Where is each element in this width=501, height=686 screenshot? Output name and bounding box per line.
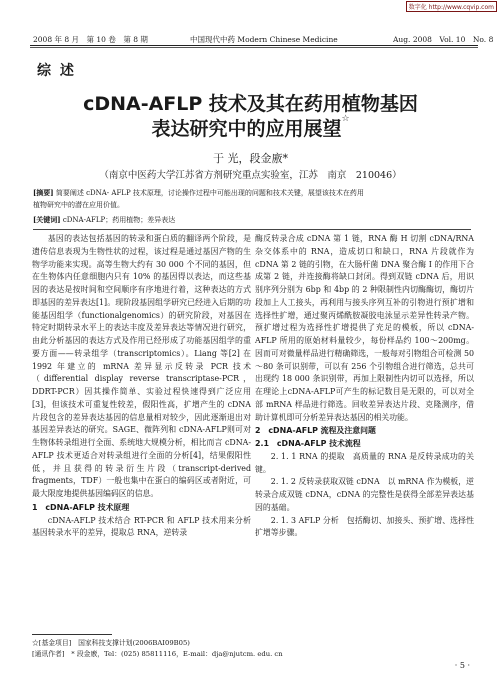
abstract-label: [摘要] [33, 188, 54, 197]
para-rna-extraction: 2. 1. 1 RNA 的提取 高质量的 RNA 是反转录成功的关键。 [255, 451, 474, 474]
article-title-line1: cDNA-AFLP 技术及其在药用植物基因 [83, 93, 418, 115]
authors: 于 光，段金廒* [213, 152, 288, 165]
section-tag: 综 述 [37, 63, 76, 79]
abstract-rule [33, 229, 471, 230]
keywords-text: cDNA-AFLP；药用植物；差异表达 [62, 216, 176, 224]
principle-continued: 酶反转录合成 cDNA 第 1 链，RNA 酶 H 切割 cDNA/RNA 杂交体系中的 RNA，造成切口和缺口，RNA 片段就作为 cDNA 第 2 链的引物，在大肠杆菌 DNA 聚合酶 I 的作用下合成第 2 链，并连接酶将缺口封闭。得到双链 cDNA 后，用识别序列分别为 6bp 和 4bp 的 2 种限制性内切酶酶切，酶切片段加上人工接头，再利用与接头序列互补的引物进行预扩增和选择性扩增，通过聚丙烯酰胺凝胶电泳显示差异性转录产物。预扩增过程为选择性扩增提供了充足的模板，所以 cDNA-AFLP 所用的原始材料量较少，每份样品约 100～200mg。因而可对微量样品进行精确筛选，一般每对引物组合可检测 50～80 条可识别带，可以有 256 个引物组合进行筛选，总共可出现约 18 000 条识别带，再加上限制性内切可以选择，所以在理论上cDNA-AFLP可产生的标记数目是无限的，可以对全部 mRNA 样品进行筛选。回收差异表达片段、克隆测序，借助计算机即可分析差异表达基因的相关功能。 [255, 234, 474, 422]
footnote-rule [32, 634, 112, 635]
header-journal: 中国现代中药 Modern Chinese Medicine [190, 35, 338, 44]
footnote-fund: ☆[基金项目] 国家科技支撑计划(2006BAI09B05) [32, 639, 190, 647]
para-reverse-transcription: 2. 1. 2 反转录获取双链 cDNA 以 mRNA 作为模板，逆转录合成双链 cDNA，cDNA 的完整性是获得全部差异表达基因的基础。 [255, 477, 474, 512]
page-number: · 5 · [454, 661, 470, 670]
source-stamp: 数字化 http://www.cqvip.com [406, 1, 497, 12]
keywords [33, 213, 471, 227]
fund-mark: ☆ [341, 114, 350, 124]
abstract-text-1: 简要阐述 cDNA- AFLP 技术原理，讨论操作过程中可能出现的问题和技术关键，展望该技术在药用 [55, 189, 364, 197]
intro-paragraph: 基因的表达包括基因的转录和蛋白质的翻译两个阶段，是遗传信息表现为生物性状的过程，该过程是通过基因产物的生物学功能来实现。高等生物大约有 30 000 个不同的基因，但在生物体内任意细胞内只有 10% 的基因得以表达，而这些基因的表达是按时间和空间顺序有序地进行着，这种表达的方式即基因的差异表达[1]。现阶段基因组学研究已经进入后期的功能基因组学（functionalgenomics）的研究阶段，对基因在特定时期转录水平上的表达丰度及差异表达等情况进行研究，由此分析基因的表达方式及作用已经形成了功能基因组学的重要方面——转录组学（transcriptomics）。Liang 等[2] 在 1992 年建立的 mRNA 差异显示反转录 PCR 技术（differential display reverse transcriptase-PCR，DDRT-PCR）因其操作简单、实验过程快速得到广泛应用[3]，但该技术可重复性较差，假阳性高，扩增产生的 cDNA 片段包含的差异表达基因的信息量相对较少，因此逐渐退出对基因差异表达的研究。SAGE、微阵列和 cDNA-AFLP则可对生物体转录组进行全面、系统地大规模分析，相比而言 cDNA-AFLP 技术更适合对转录组进行全面的分析[4]，结果假阳性低，并且获得的转录衍生片段（transcript-derived fragments，TDF）一般也集中在蛋白的编码区或者附近，可最大限度地提供基因编码区的信息。 [32, 234, 251, 498]
article-title-line2 [0, 114, 501, 141]
right-column [255, 233, 474, 540]
header-date: Aug. 2008 Vol. 10 No. 8 [393, 35, 494, 44]
keywords-label: [关键词] [33, 215, 61, 224]
heading-workflow: 2 cDNA-AFLP 流程及注意问题 [255, 426, 376, 436]
affiliation: （南京中医药大学江苏省方剂研究重点实验室，江苏 南京 210046） [99, 170, 402, 181]
abstract-text-2: 植物研究中的潜在应用价值。 [33, 201, 124, 209]
heading-principle: 1 cDNA-AFLP 技术原理 [32, 502, 130, 512]
abstract [33, 186, 471, 200]
header-rule-thin [30, 47, 478, 48]
abstract-cont [33, 199, 471, 212]
header-issue: 2008 年 8 月 第 10 卷 第 8 期 [33, 35, 148, 44]
left-column [32, 233, 251, 540]
article-title-text: 表达研究中的应用展望 [151, 118, 342, 140]
principle-paragraph: cDNA-AFLP 技术结合 RT-PCR 和 AFLP 技术用来分析基因转录水平的差异，提取总 RNA，逆转录 [32, 515, 251, 538]
footnote-contact: [通讯作者] * 段金廒，Tel：(025) 85811116，E-mail：dja@njutcm. edu. cn [32, 650, 283, 658]
header-rule [30, 45, 478, 46]
heading-workflow-sub: 2.1 cDNA-AFLP 技术流程 [255, 439, 361, 448]
para-aflp-analysis: 2. 1. 3 AFLP 分析 包括酶切、加接头、预扩增、选择性扩增等步骤。 [255, 515, 474, 538]
